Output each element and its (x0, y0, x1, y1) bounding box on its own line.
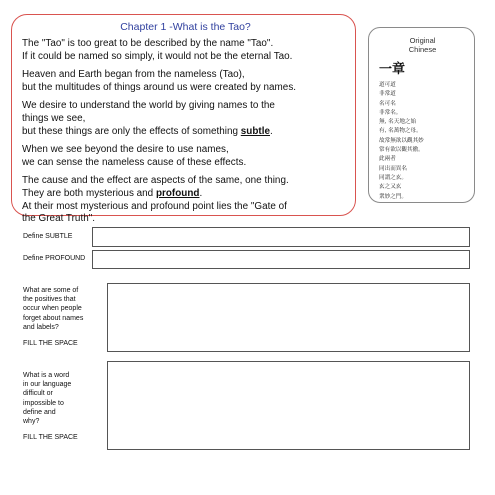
chinese-line: 此兩者 (379, 156, 396, 163)
chinese-line: 道可道 (379, 82, 396, 88)
chinese-line: 同出而異名 (379, 165, 407, 172)
reading-line (22, 213, 349, 226)
word-question-line: What is a word (23, 372, 70, 379)
reading-line-text: When we see beyond the desire to use names, (22, 144, 229, 156)
reading-line (22, 38, 349, 51)
chinese-line: 無, 名天地之始 (379, 119, 417, 126)
reading-line (22, 51, 349, 64)
positives-question-line: forget about names (23, 314, 84, 322)
word-question-line: define and (23, 408, 56, 416)
reading-paragraph (22, 175, 349, 225)
word-question-line: why? (23, 418, 40, 426)
word-fill-instruction: FILL THE SPACE (23, 434, 78, 441)
chinese-line: 非常名。 (379, 109, 402, 116)
heading-line-1: Original (409, 36, 436, 45)
chinese-line: 故常無欲以觀其妙 (379, 137, 424, 144)
chinese-line: 衆妙之門。 (379, 193, 407, 200)
reading-paragraph (22, 38, 349, 63)
chapter-title: Chapter 1 -What is the Tao? (120, 21, 251, 33)
reading-panel (11, 14, 356, 225)
word-question-line: difficult or (23, 390, 53, 398)
positives-question-line: the positives that (23, 296, 76, 304)
chinese-line: 同謂之玄。 (379, 174, 407, 181)
word-answer-box[interactable] (107, 361, 470, 450)
reading-text (22, 38, 349, 226)
reading-line-text: things we see, (22, 112, 86, 124)
chinese-text (379, 81, 466, 202)
reading-line (22, 69, 349, 82)
reading-line-text: but the multitudes of things around us were created by names. (22, 81, 297, 93)
reading-paragraph (22, 69, 349, 94)
reading-line-text: The "Tao" is too great to be described by the name "Tao". (22, 38, 274, 49)
reading-paragraph (22, 100, 349, 138)
reading-line-text: we can sense the nameless cause of these effects. (22, 156, 247, 168)
chinese-line: 常有欲以觀其徼。 (379, 147, 424, 154)
positives-fill-instruction: FILL THE SPACE (23, 340, 78, 347)
reading-line (22, 201, 349, 214)
reading-line (22, 175, 349, 188)
reading-line-text: but these things are only the effects of something (22, 125, 241, 137)
define-profound-answer-box[interactable] (92, 250, 470, 269)
reading-line-text: The cause and the effect are aspects of the same, one thing. (22, 175, 289, 187)
reading-line-text: . (269, 125, 273, 137)
define-subtle-answer-box[interactable] (92, 227, 470, 247)
chinese-chapter-heading: 一章 (379, 62, 406, 77)
heading-line-2: Chinese (408, 45, 437, 54)
positives-question-line: and labels? (23, 323, 59, 331)
original-chinese-heading (379, 36, 466, 54)
reading-line (22, 157, 349, 170)
reading-line (22, 144, 349, 157)
positives-answer-box[interactable] (107, 283, 470, 352)
positives-question (23, 286, 83, 332)
reading-line-text: We desire to understand the world by giving names to the (22, 100, 275, 112)
define-profound-label: Define PROFOUND (23, 255, 86, 262)
reading-line (22, 188, 349, 201)
chinese-line: 名可名 (379, 100, 396, 107)
reading-line-text: They are both mysterious and (22, 187, 156, 199)
define-subtle-label: Define SUBTLE (23, 233, 73, 240)
positives-question-line: What are some of (23, 287, 79, 294)
reading-line (22, 126, 349, 139)
reading-line-text: the Great Truth". (22, 213, 96, 225)
word-question-line: impossible to (23, 399, 64, 407)
reading-line (22, 100, 349, 113)
chinese-line: 玄之又玄 (379, 184, 402, 191)
chinese-line: 有, 名萬物之母。 (379, 128, 422, 135)
word-question-line: in our language (23, 381, 72, 389)
chinese-line: 非常道 (379, 91, 396, 98)
reading-line-text: At their most mysterious and profound point lies the "Gate of (22, 200, 287, 212)
original-chinese-panel (368, 27, 475, 203)
reading-line-text: . (199, 187, 203, 199)
vocabulary-keyword: profound (155, 187, 200, 199)
vocabulary-keyword: subtle (240, 125, 270, 137)
word-question (23, 371, 71, 426)
reading-line-text: If it could be named so simply, it would not be the eternal Tao. (22, 50, 293, 62)
reading-paragraph (22, 144, 349, 169)
reading-line-text: Heaven and Earth began from the nameless (Tao), (22, 69, 245, 81)
positives-question-line: occur when people (23, 305, 82, 313)
reading-line (22, 113, 349, 126)
reading-line (22, 82, 349, 95)
